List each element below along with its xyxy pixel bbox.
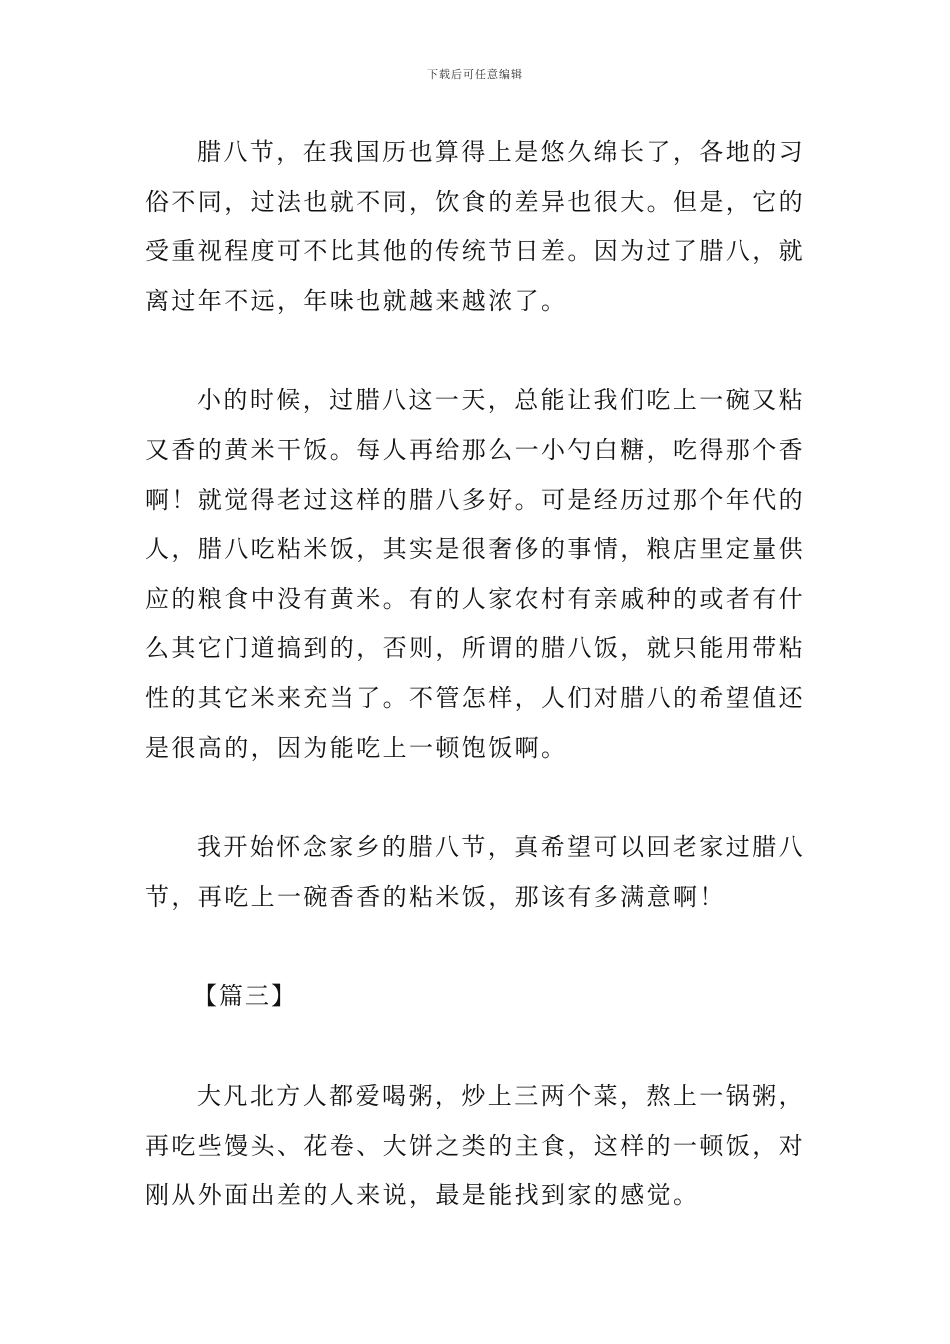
- paragraph-childhood-memory: 小的时候，过腊八这一天，总能让我们吃上一碗又粘又香的黄米干饭。每人再给那么一小勺白糖，吃得那个香啊！就觉得老过这样的腊八多好。可是经历过那个年代的人，腊八吃粘米饭，其实是很奢侈的事情，粮店里定量供应的粮食中没有黄米。有的人家农村有亲戚种的或者有什么其它门道搞到的，否则，所谓的腊八饭，就只能用带粘性的其它米来充当了。不管怎样，人们对腊八的希望值还是很高的，因为能吃上一顿饱饭啊。: [145, 386, 805, 762]
- document-body: [145, 128, 805, 1271]
- paragraph-missing-hometown: 我开始怀念家乡的腊八节，真希望可以回老家过腊八节，再吃上一碗香香的粘米饭，那该有多满意啊！: [145, 833, 805, 911]
- paragraph-northern-porridge: 大凡北方人都爱喝粥，炒上三两个菜，熬上一锅粥，再吃些馒头、花卷、大饼之类的主食，这样的一顿饭，对刚从外面出差的人来说，最是能找到家的感觉。: [145, 1081, 805, 1210]
- paragraph-laba-history: 腊八节，在我国历也算得上是悠久绵长了，各地的习俗不同，过法也就不同，饮食的差异也很大。但是，它的受重视程度可不比其他的传统节日差。因为过了腊八，就离过年不远，年味也就越来越浓了。: [145, 138, 805, 315]
- page-header-note: 下载后可任意编辑: [427, 68, 523, 81]
- section-heading: 【篇三】: [193, 982, 297, 1011]
